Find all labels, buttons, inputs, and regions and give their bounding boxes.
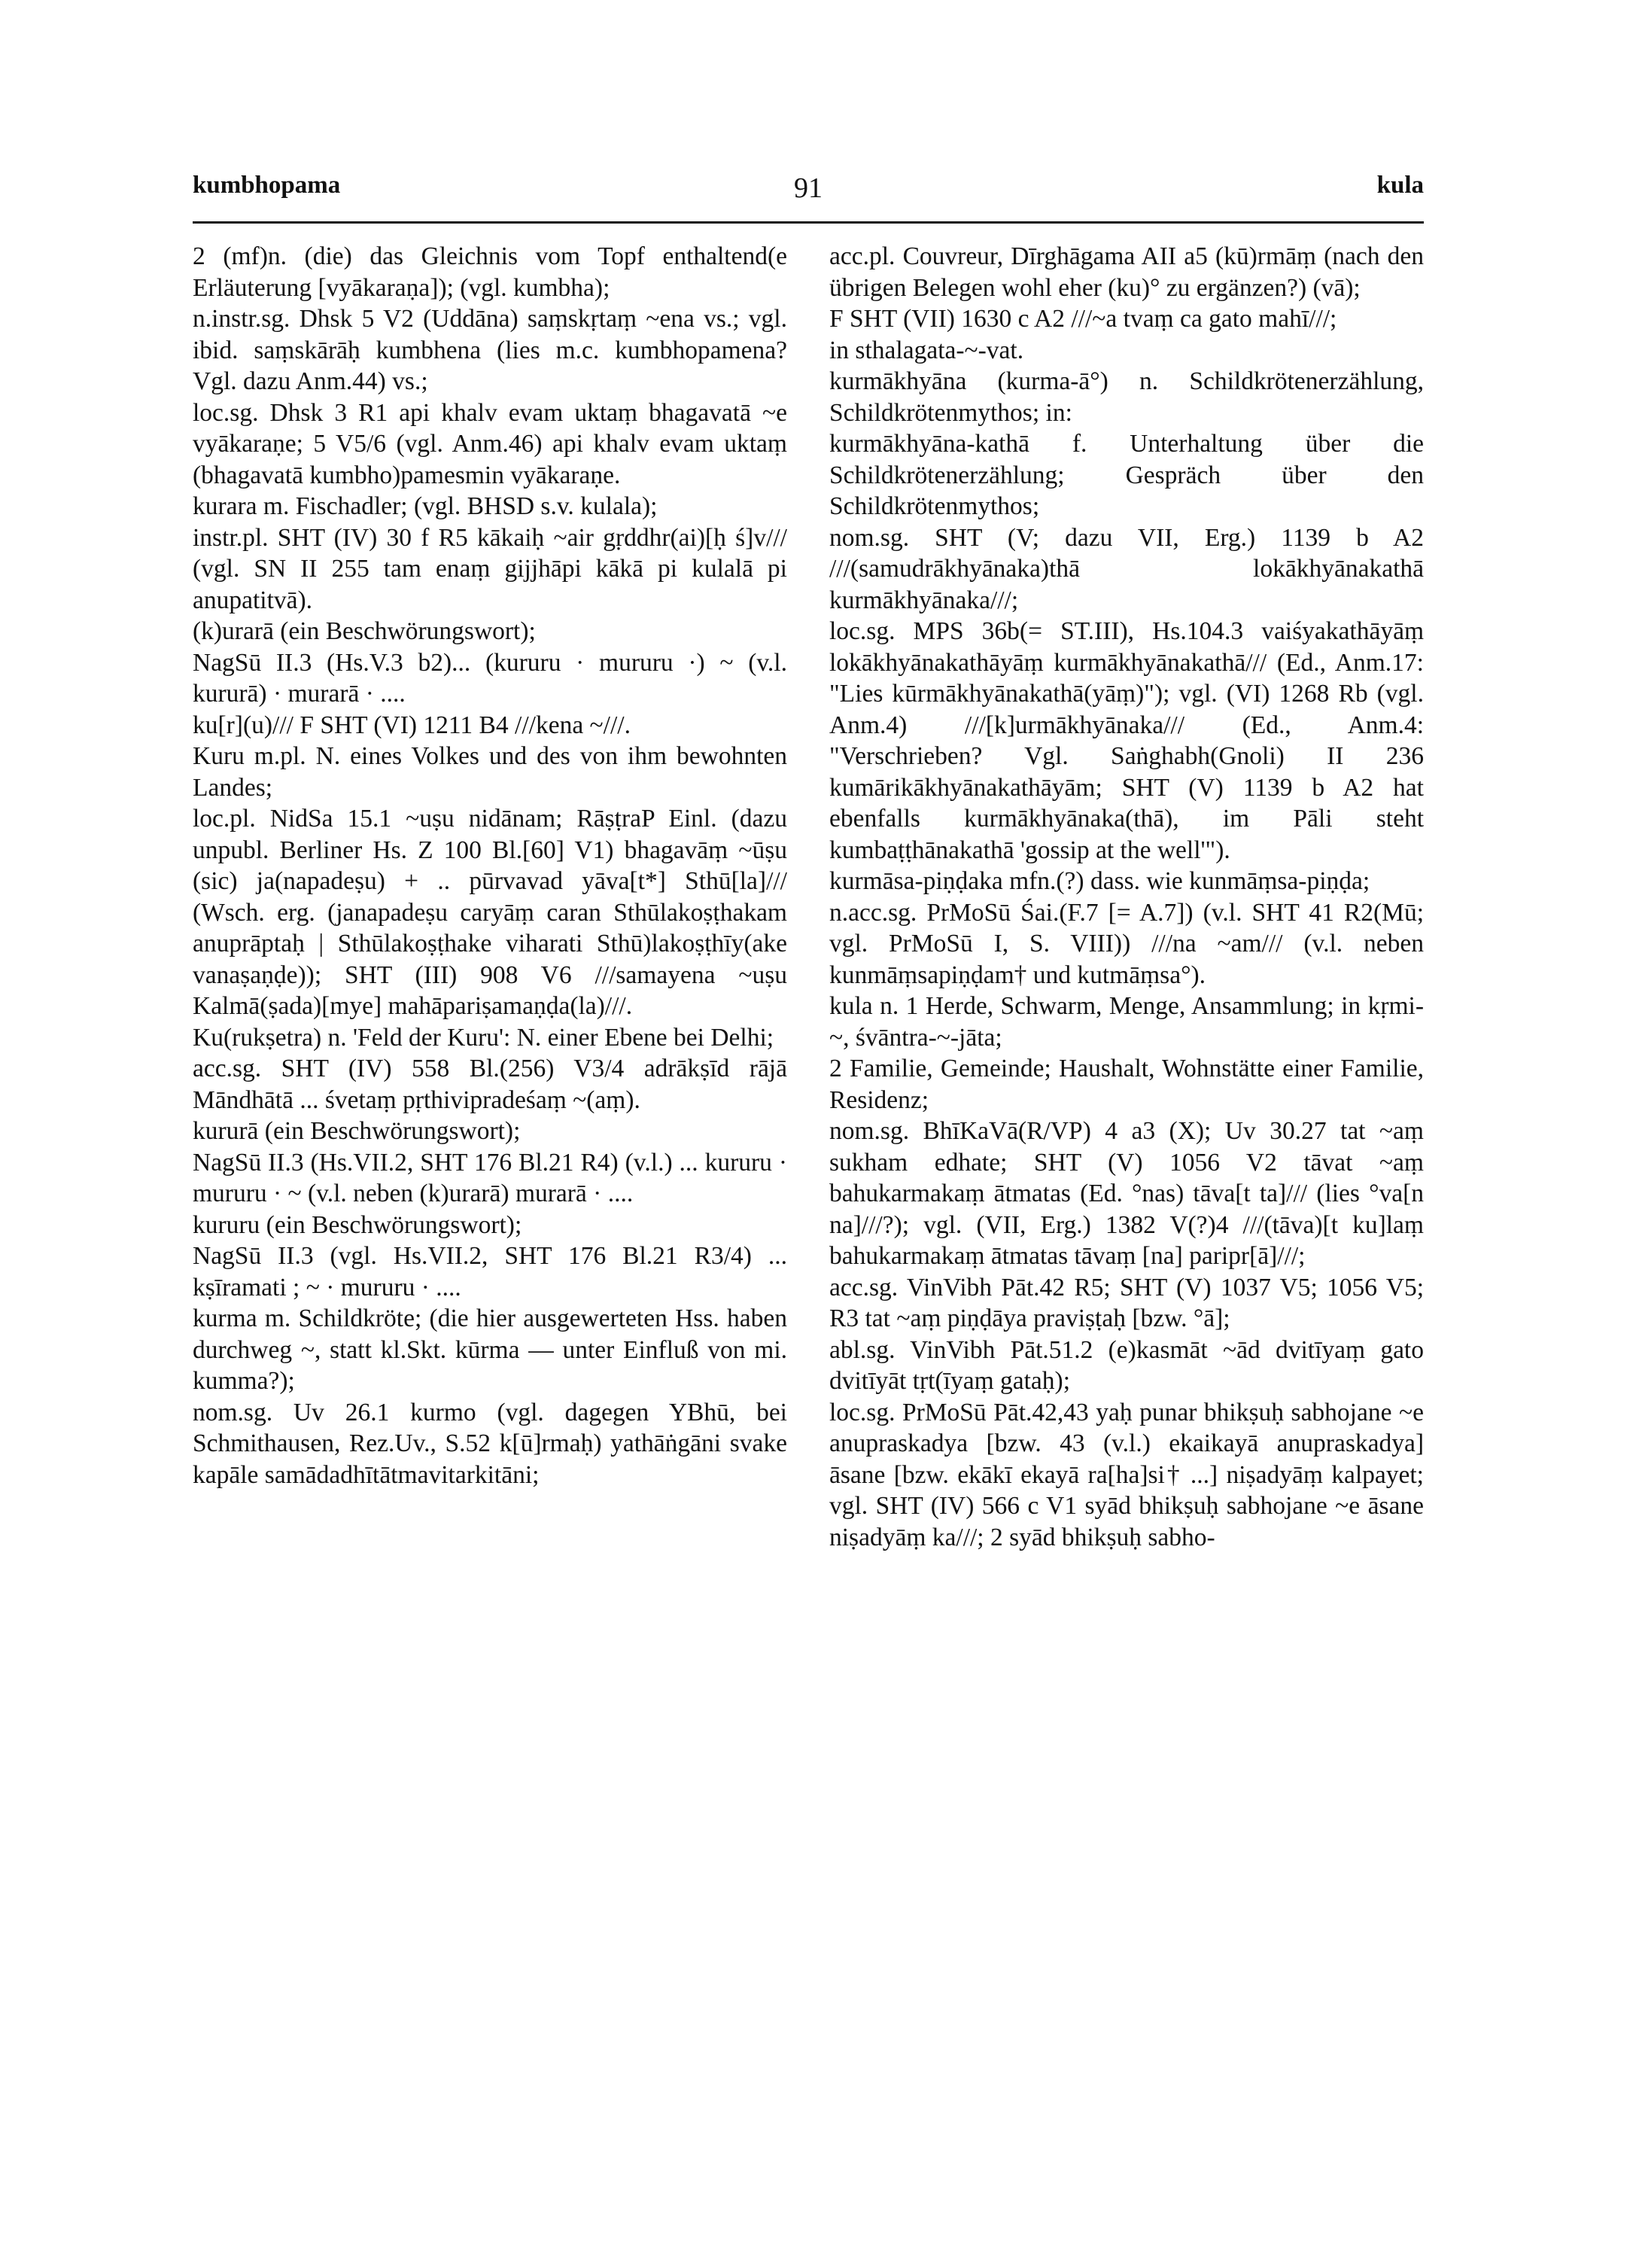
entry-paragraph: loc.sg. Dhsk 3 R1 api khalv evam uktaṃ bhagavatā ~e vyākaraṇe; 5 V5/6 (vgl. Anm.46) api khalv evam uktaṃ (bhagavatā kumbho)pamesmin vyākaraṇe.	[193, 398, 787, 489]
entry-headword-paragraph: kurmākhyāna (kurma-ā°) n. Schildkrötenerzählung, Schildkrötenmythos; in:	[829, 367, 1424, 427]
entry-paragraph: 2 (mf)n. (die) das Gleichnis vom Topf enthaltend(e Erläuterung [vyākaraṇa]); (vgl. kumbha);	[193, 242, 787, 302]
entry-paragraph: abl.sg. VinVibh Pāt.51.2 (e)kasmāt ~ād dvitīyaṃ gato dvitīyāt tṛt(īyaṃ gataḥ);	[829, 1335, 1424, 1395]
entry-paragraph: acc.sg. VinVibh Pāt.42 R5; SHT (V) 1037 V5; 1056 V5; R3 tat ~aṃ piṇḍāya praviṣṭaḥ [bzw. °ā];	[829, 1273, 1424, 1332]
entry-paragraph: n.instr.sg. Dhsk 5 V2 (Uddāna) saṃskṛtaṃ ~ena vs.; vgl. ibid. saṃskārāḥ kumbhena (lies m.c. kumbhopamena? Vgl. dazu Anm.44) vs.;	[193, 305, 787, 395]
entry-paragraph: n.acc.sg. PrMoSū Śai.(F.7 [= A.7]) (v.l. SHT 41 R2(Mū; vgl. PrMoSū I, S. VIII)) ///na ~am/// (v.l. neben kunmāṃsapiṇḍam† und kutmāṃsa°).	[829, 898, 1424, 989]
entry-headword-paragraph: kururā (ein Beschwörungswort);	[193, 1117, 521, 1145]
entry-headword-paragraph: Ku(rukṣetra) n. 'Feld der Kuru': N. einer Ebene bei Delhi;	[193, 1023, 774, 1052]
header-rule	[193, 221, 1424, 224]
entry-headword-paragraph: (k)urarā (ein Beschwörungswort);	[193, 617, 536, 645]
running-header	[193, 172, 1424, 205]
entry-paragraph: loc.pl. NidSa 15.1 ~uṣu nidānam; RāṣṭraP Einl. (dazu unpubl. Berliner Hs. Z 100 Bl.[60] V1) bhagavāṃ ~ūṣu (sic) ja(napadeṣu) + .. pūrvavad yāva[t*] Sthū[la]/// (Wsch. erg. (janapadeṣu caryāṃ caran Sthūlakoṣṭhakam anuprāptaḥ | Sthūlakoṣṭhake viharati Sthū)lakoṣṭhīy(ake vanaṣaṇḍe)); SHT (III) 908 V6 ///samayena ~uṣu Kalmā(ṣada)[mye] mahāpariṣamaṇḍa(la)///.	[193, 805, 787, 1020]
page-number: 91	[794, 172, 823, 204]
entry-paragraph: nom.sg. BhīKaVā(R/VP) 4 a3 (X); Uv 30.27 tat ~aṃ sukham edhate; SHT (V) 1056 V2 tāvat ~aṃ bahukarmakaṃ ātmatas (Ed. °nas) tāva[t ta]/// (lies °va[n na]///?); vgl. (VII, Erg.) 1382 V(?)4 ///(tāva)[t ku]laṃ bahukarmakaṃ ātmatas tāvaṃ [na] paripr[ā]///;	[829, 1117, 1424, 1270]
entry-paragraph: nom.sg. SHT (V; dazu VII, Erg.) 1139 b A2 ///(samudrākhyānaka)thā lokākhyānakathā kurmākhyānaka///;	[829, 523, 1424, 614]
entry-paragraph: F SHT (VII) 1630 c A2 ///~a tvaṃ ca gato mahī///;	[829, 305, 1337, 333]
entry-headword-paragraph: kurara m. Fischadler; (vgl. BHSD s.v. kulala);	[193, 492, 658, 520]
entry-paragraph: in sthalagata-~-vat.	[829, 336, 1024, 364]
entry-paragraph: NagSū II.3 (vgl. Hs.VII.2, SHT 176 Bl.21 R3/4) ... kṣīramati ; ~ · mururu · ....	[193, 1242, 787, 1301]
entry-headword-paragraph: kurmāsa-piṇḍaka mfn.(?) dass. wie kunmāṃsa-piṇḍa;	[829, 867, 1370, 895]
left-column	[193, 241, 787, 1490]
entry-headword-paragraph: kula n. 1 Herde, Schwarm, Menge, Ansammlung; in kṛmi-~, śvāntra-~-jāta;	[829, 992, 1424, 1052]
entry-headword-paragraph: kurma m. Schildkröte; (die hier ausgewerteten Hss. haben durchweg ~, statt kl.Skt. kūrma — unter Einfluß von mi. kumma?);	[193, 1304, 787, 1395]
header-right-catchword: kula	[1376, 172, 1424, 199]
entry-paragraph: NagSū II.3 (Hs.V.3 b2)... (kururu · mururu ·) ~ (v.l. kururā) · murarā · ....	[193, 648, 787, 708]
entry-headword-paragraph: Kuru m.pl. N. eines Volkes und des von ihm bewohnten Landes;	[193, 742, 787, 802]
right-column	[829, 241, 1424, 1553]
entry-paragraph: acc.pl. Couvreur, Dīrghāgama AII a5 (kū)rmāṃ (nach den übrigen Belegen wohl eher (ku)° zu ergänzen?) (vā);	[829, 242, 1424, 302]
entry-paragraph: NagSū II.3 (Hs.VII.2, SHT 176 Bl.21 R4) (v.l.) ... kururu · mururu · ~ (v.l. neben (k)urarā) murarā · ....	[193, 1148, 787, 1207]
entry-headword-paragraph: ku[r](u)/// F SHT (VI) 1211 B4 ///kena ~///.	[193, 711, 631, 739]
entry-paragraph: loc.sg. MPS 36b(= ST.III), Hs.104.3 vaiśyakathāyāṃ lokākhyānakathāyāṃ kurmākhyānakathā/// (Ed., Anm.17: "Lies kūrmākhyānakathā(yāṃ)"); vgl. (VI) 1268 Rb (vgl. Anm.4) ///[k]urmākhyānaka/// (Ed., Anm.4: "Verschrieben? Vgl. Saṅghabh(Gnoli) II 236 kumārikākhyānakathāyām; SHT (V) 1139 b A2 hat ebenfalls kurmākhyānaka(thā), im Pāli steht kumbaṭṭhānakathā 'gossip at the well'").	[829, 617, 1424, 864]
entry-headword-paragraph: kururu (ein Beschwörungswort);	[193, 1210, 522, 1239]
entry-paragraph: nom.sg. Uv 26.1 kurmo (vgl. dagegen YBhū, bei Schmithausen, Rez.Uv., S.52 k[ū]rmaḥ) yathāṅgāni svake kapāle samādadhītātmavitarkitāni;	[193, 1398, 787, 1489]
entry-paragraph: 2 Familie, Gemeinde; Haushalt, Wohnstätte einer Familie, Residenz;	[829, 1055, 1424, 1114]
entry-paragraph: loc.sg. PrMoSū Pāt.42,43 yaḥ punar bhikṣuḥ sabhojane ~e anupraskadya [bzw. 43 (v.l.) ekaikayā anupraskadya] āsane [bzw. ekākī ekayā ra[ha]si† ...] niṣadyāṃ kalpayet; vgl. SHT (IV) 566 c V1 syād bhikṣuḥ sabhojane ~e āsane niṣadyāṃ ka///; 2 syād bhikṣuḥ sabho-	[829, 1398, 1424, 1551]
header-left-catchword: kumbhopama	[193, 172, 341, 199]
entry-paragraph: acc.sg. SHT (IV) 558 Bl.(256) V3/4 adrākṣīd rājā Māndhātā ... śvetaṃ pṛthivipradeśaṃ ~(aṃ).	[193, 1055, 787, 1114]
entry-headword-paragraph: kurmākhyāna-kathā f. Unterhaltung über die Schildkrötenerzählung; Gespräch über den Schildkrötenmythos;	[829, 430, 1424, 520]
entry-paragraph: instr.pl. SHT (IV) 30 f R5 kākaiḥ ~air gṛddhr(ai)[ḥ ś]v/// (vgl. SN II 255 tam enaṃ gijjhāpi kākā pi kulalā pi anupatitvā).	[193, 523, 787, 614]
